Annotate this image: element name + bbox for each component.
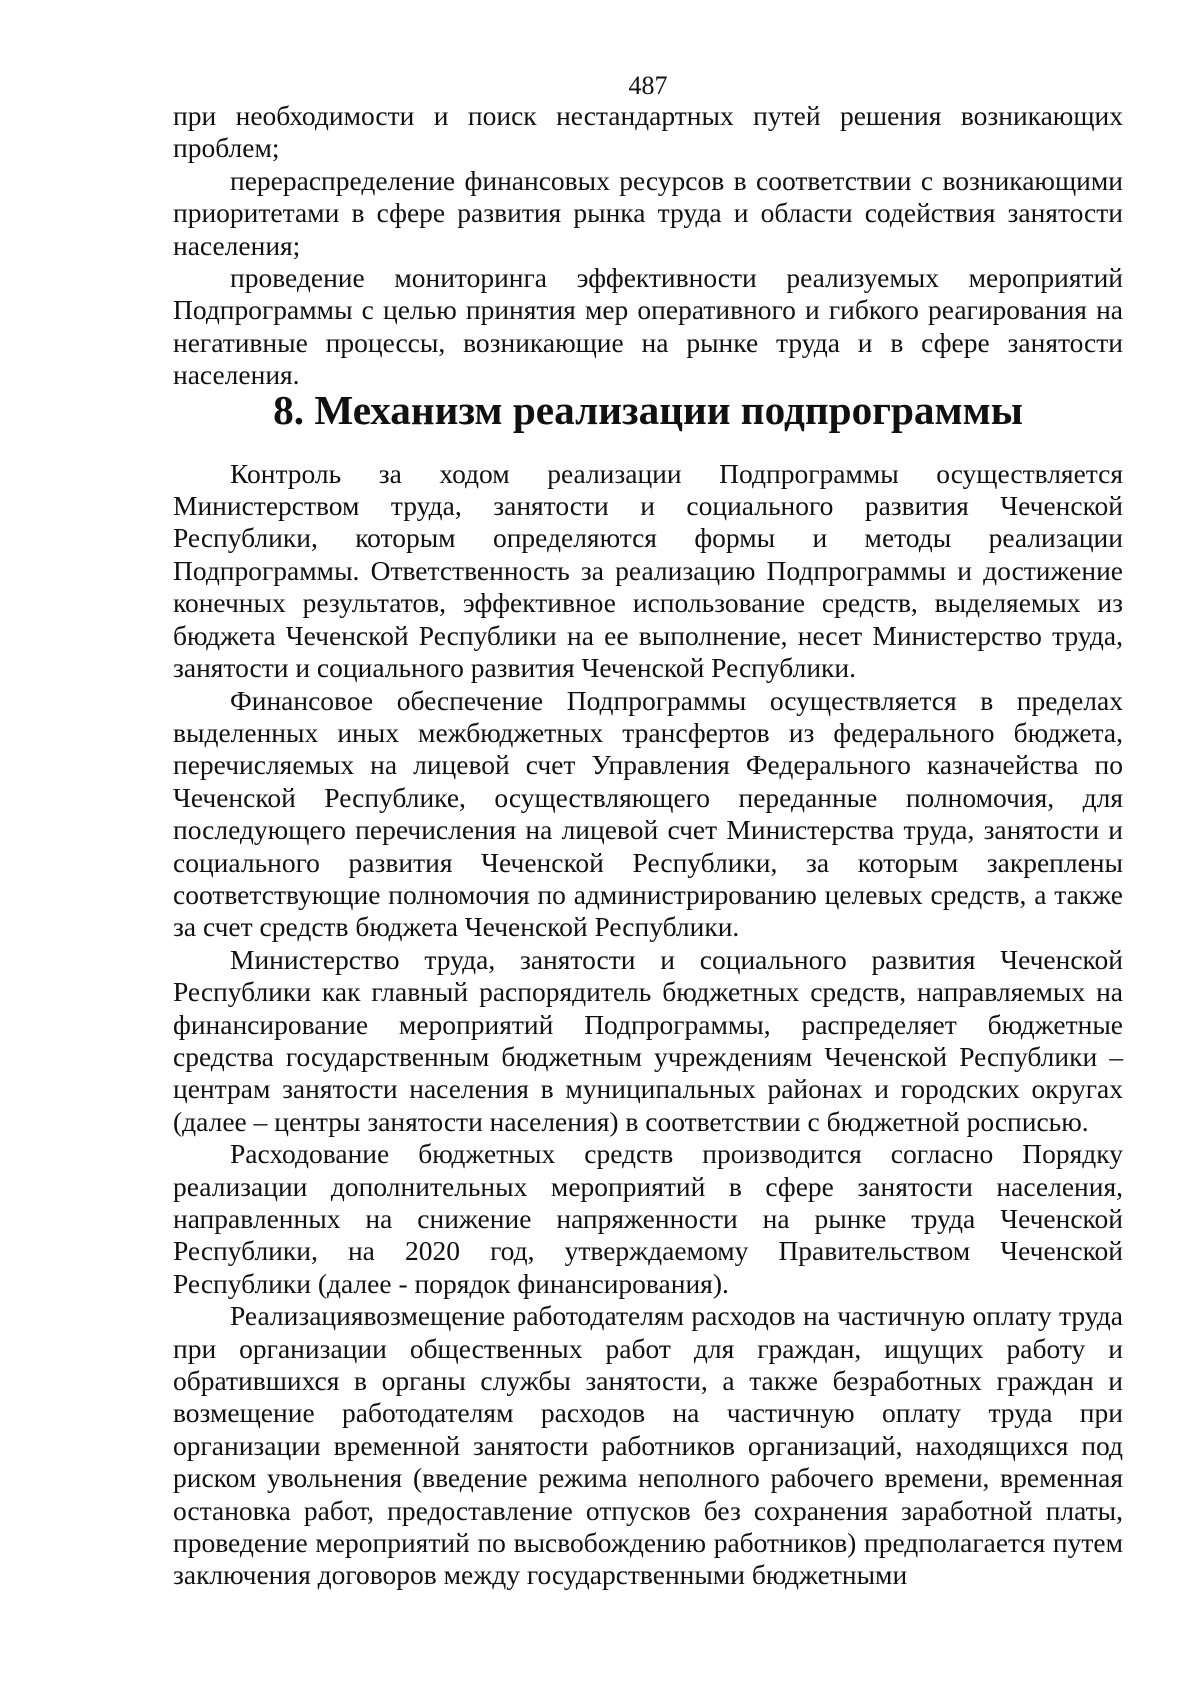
- paragraph-implementation: Реализациявозмещение работодателям расходов на частичную оплату труда при организации общественных работ для граждан, ищущих работу и обратившихся в органы службы занятости, а также безработных граждан и возмещение работодателям расходов на частичную оплату труда при организации временной занятости работников организаций, находящихся под риском увольнения (введение режима неполного рабочего времени, временная остановка работ, предоставление отпусков без сохранения заработной платы, проведение мероприятий по высвобождению работников) предполагается путем заключения договоров между государственными бюджетными: [173, 1300, 1123, 1591]
- paragraph-spending: Расходование бюджетных средств производится согласно Порядку реализации дополнительных мероприятий в сфере занятости населения, направленных на снижение напряженности на рынке труда Чеченской Республики, на 2020 год, утверждаемому Правительством Чеченской Республики (далее - порядок финансирования).: [173, 1138, 1123, 1299]
- paragraph-control: Контроль за ходом реализации Подпрограммы осуществляется Министерством труда, занятости и социального развития Чеченской Республики, которым определяются формы и методы реализации Подпрограммы. Ответственность за реализацию Подпрограммы и достижение конечных результатов, эффективное использование средств, выделяемых из бюджета Чеченской Республики на ее выполнение, несет Министерство труда, занятости и социального развития Чеченской Республики.: [173, 457, 1123, 684]
- paragraph-ministry: Министерство труда, занятости и социального развития Чеченской Республики как главный распорядитель бюджетных средств, направляемых на финансирование мероприятий Подпрограммы, распределяет бюджетные средства государственным бюджетным учреждениям Чеченской Республики – центрам занятости населения в муниципальных районах и городских округах (далее – центры занятости населения) в соответствии с бюджетной росписью.: [173, 943, 1123, 1137]
- paragraph-monitoring: проведение мониторинга эффективности реализуемых мероприятий Подпрограммы с целью принятия мер оперативного и гибкого реагирования на негативные процессы, возникающие на рынке труда и в сфере занятости населения.: [173, 262, 1123, 391]
- paragraph-redistribution: перераспределение финансовых ресурсов в соответствии с возникающими приоритетами в сфере развития рынка труда и области содействия занятости населения;: [173, 164, 1123, 261]
- page-number: 487: [628, 71, 668, 100]
- paragraph-continuation: при необходимости и поиск нестандартных путей решения возникающих проблем;: [173, 100, 1123, 164]
- section-heading: 8. Механизм реализации подпрограммы: [273, 386, 1023, 433]
- paragraph-financing: Финансовое обеспечение Подпрограммы осуществляется в пределах выделенных иных межбюджетных трансфертов из федерального бюджета, перечисляемых на лицевой счет Управления Федерального казначейства по Чеченской Республике, осуществляющего переданные полномочия, для последующего перечисления на лицевой счет Министерства труда, занятости и социального развития Чеченской Республики, за которым закреплены соответствующие полномочия по администрированию целевых средств, а также за счет средств бюджета Чеченской Республики.: [173, 684, 1123, 943]
- document-page: [173, 62, 1123, 1592]
